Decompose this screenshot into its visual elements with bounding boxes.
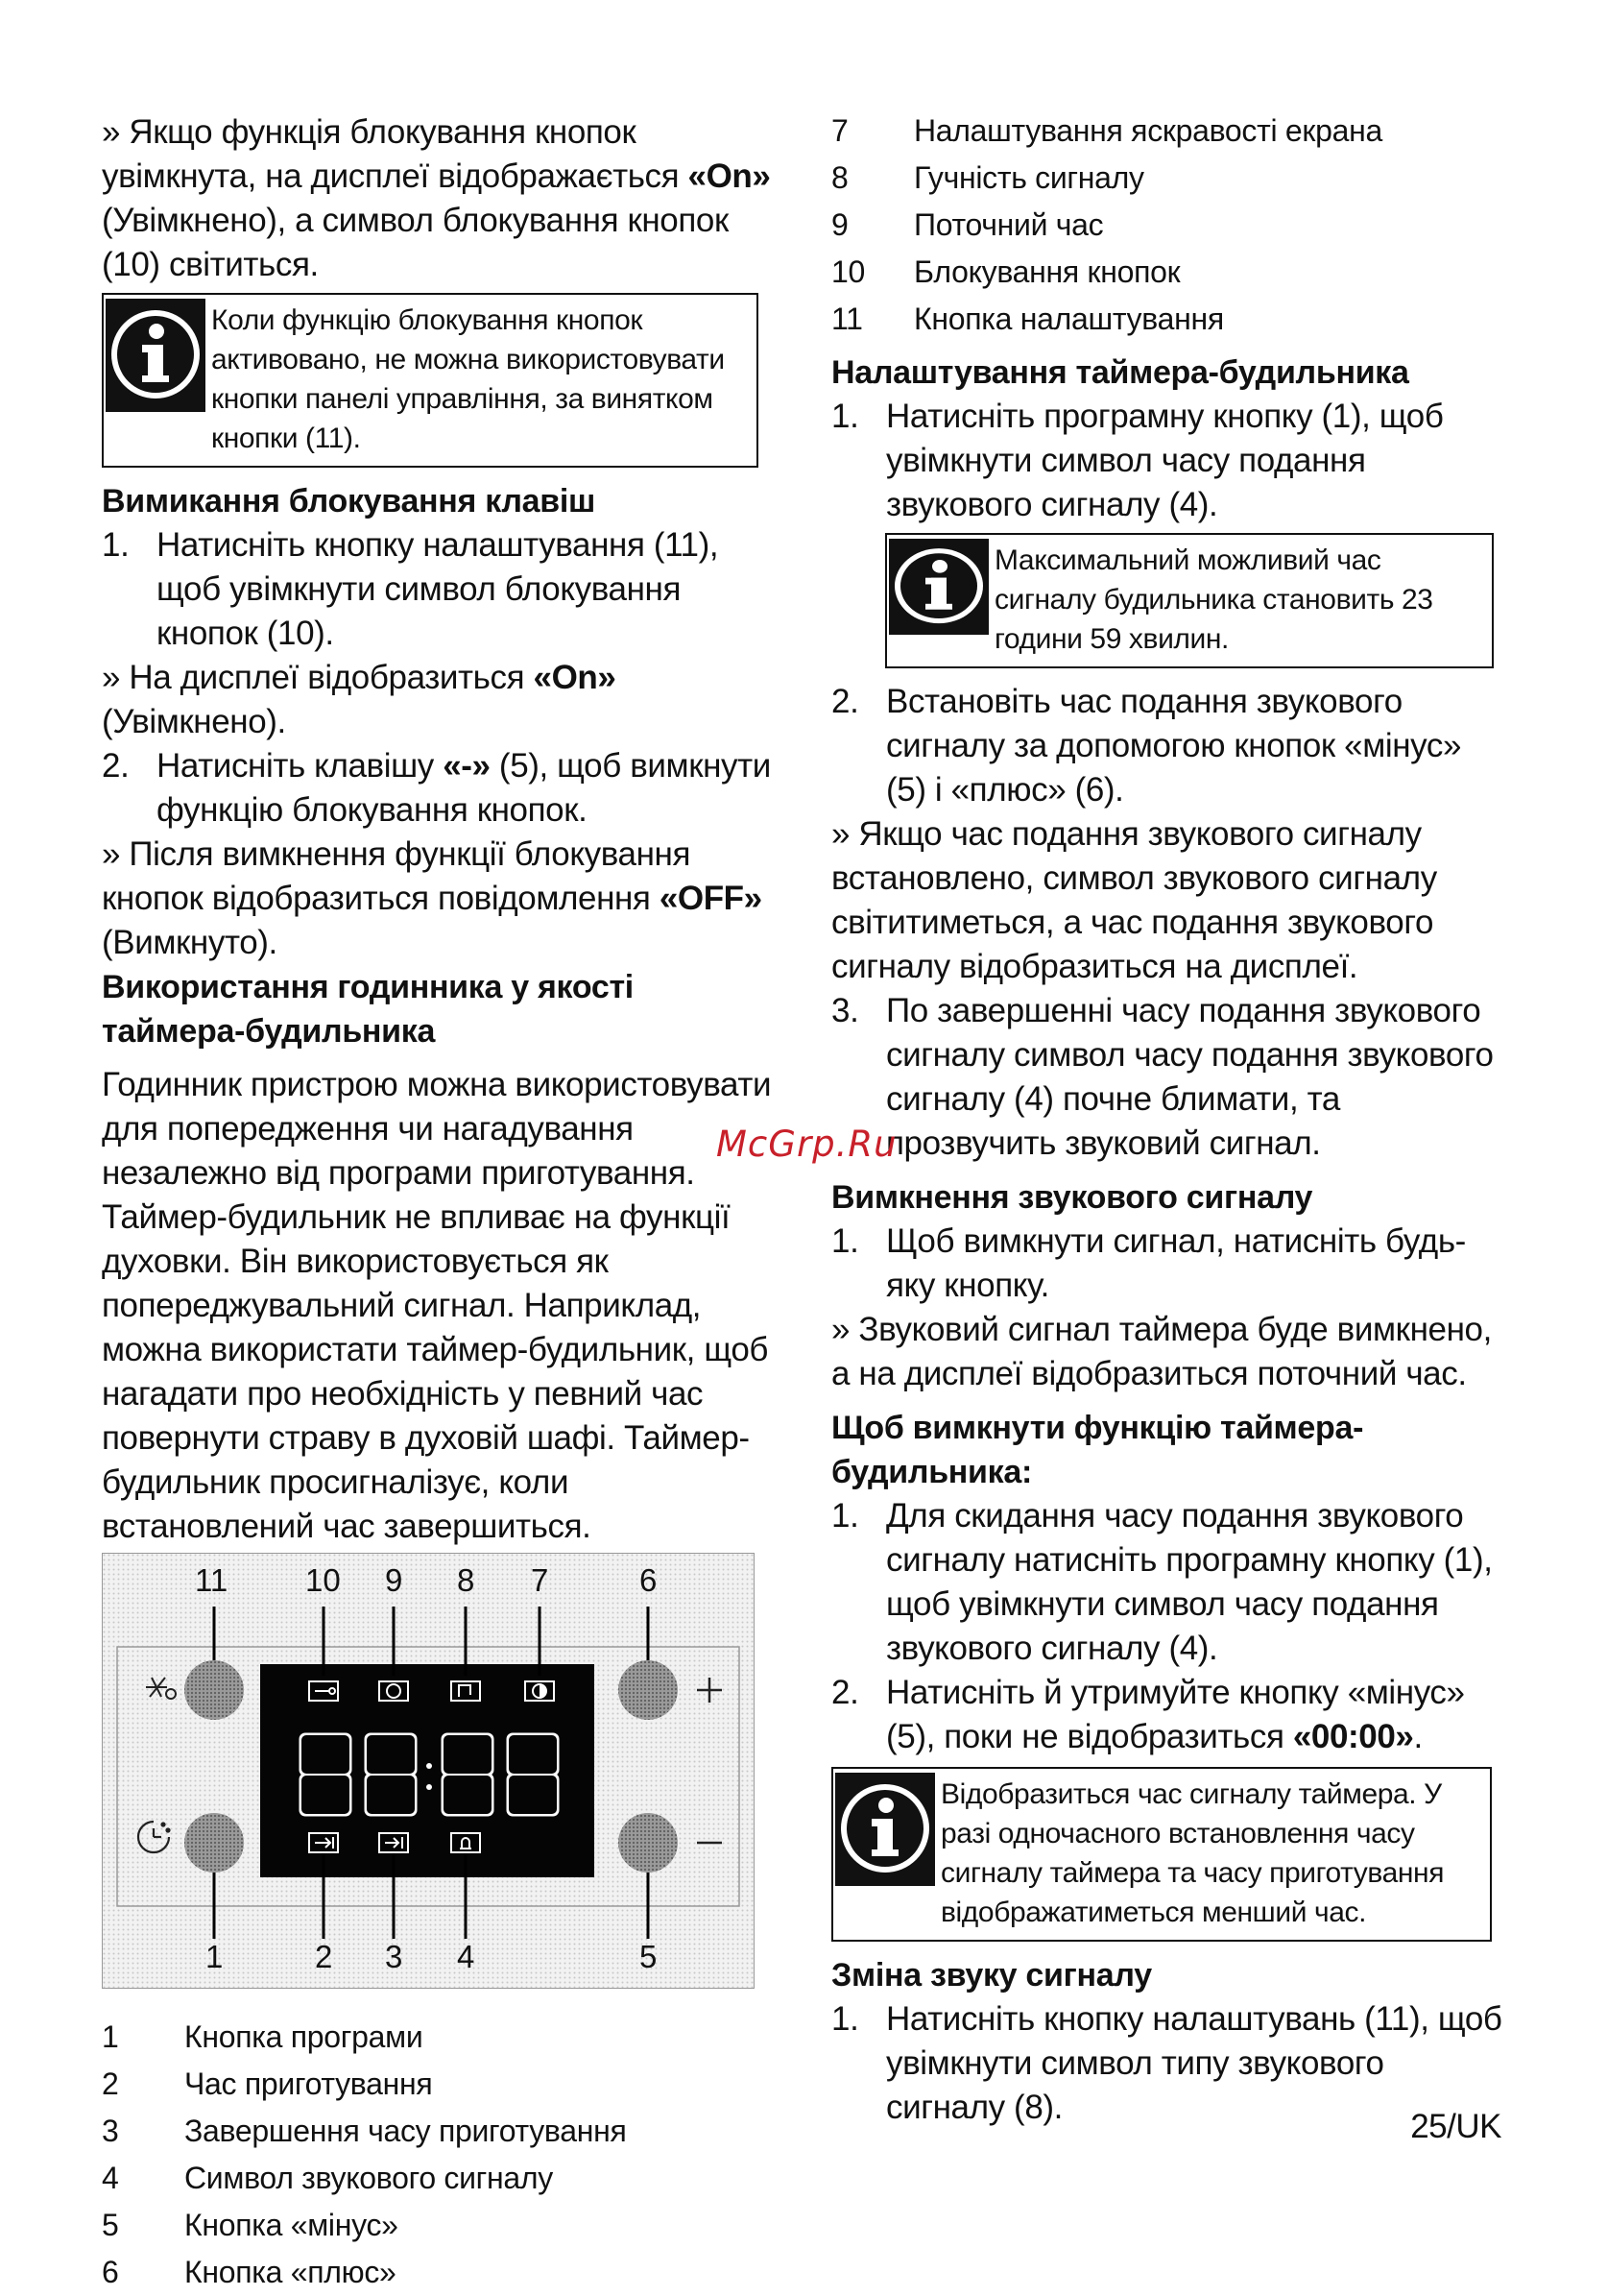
legend-right <box>831 108 1503 343</box>
list-item: 2. Натисніть клавішу «-» (5), щоб вимкнути функцію блокування кнопок. <box>102 747 771 829</box>
heading-unlock-keys: Вимикання блокування клавіш <box>102 483 596 520</box>
heading-turn-off-alarm: Вимкнення звукового сигналу <box>831 1179 1313 1216</box>
page-number: 25/UK <box>1410 2108 1501 2145</box>
plus-knob <box>618 1660 678 1720</box>
program-knob <box>184 1813 244 1873</box>
watermark: McGrp.Ru <box>716 1124 898 1165</box>
alarm-description: Годинник пристрою можна використовувати для попередження чи нагадування незалежно від програми приготування. Таймер-будильник не впливає на функції духовки. Він використовується як попереджувальний сигнал. Наприклад, можна використати таймер-будильник, щоб нагадати про необхідність у певний час повернути страву в духовій шафі. Таймер-будильник просигналізує, коли встановлений час завершиться. <box>102 1066 772 1545</box>
legend-item: 3 Завершення часу приготування <box>102 2114 627 2148</box>
legend-item: 2 Час приготування <box>102 2066 433 2101</box>
label-4: 4 <box>457 1939 475 1974</box>
minus-sign <box>102 1553 103 1554</box>
legend-left <box>102 2014 780 2296</box>
legend-item: 11 Кнопка налаштування <box>831 302 1224 336</box>
label-1: 1 <box>205 1939 224 1974</box>
legend-item: 9 Поточний час <box>831 207 1104 242</box>
settings-knob <box>184 1660 244 1720</box>
info-note-shorter-time <box>831 1767 1492 1942</box>
minus-knob <box>618 1813 678 1873</box>
legend-item: 7 Налаштування яскравості екрана <box>831 113 1382 148</box>
list-item: 2. Натисніть й утримуйте кнопку «мінус» (5), поки не відобразиться «00:00». <box>831 1674 1465 1755</box>
label-2: 2 <box>315 1939 333 1974</box>
heading-change-sound: Зміна звуку сигналу <box>831 1957 1152 1994</box>
legend-item: 8 Гучність сигналу <box>831 160 1144 195</box>
info-icon <box>833 1769 937 1893</box>
legend-item: 6 Кнопка «плюс» <box>102 2255 396 2289</box>
heading-set-alarm: Налаштування таймера-будильника <box>831 354 1409 391</box>
left-column <box>102 110 780 2296</box>
legend-item: 4 Символ звукового сигналу <box>102 2161 553 2195</box>
heading-alarm-timer: Використання годинника у якості таймера-будильника <box>102 969 634 1050</box>
list-item: 1. Щоб вимкнути сигнал, натисніть будь-яку кнопку. <box>831 1222 1466 1304</box>
info-icon <box>887 535 991 635</box>
unlock-result: » На дисплеї відобразиться «On» (Увімкнено). <box>102 659 616 740</box>
list-item: 1. Для скидання часу подання звукового сигналу натисніть програмну кнопку (1), щоб увімкнути символ часу подання звукового сигналу (4). <box>831 1497 1493 1667</box>
label-10: 10 <box>305 1562 341 1598</box>
legend-item: 5 Кнопка «мінус» <box>102 2208 398 2242</box>
list-item: 1. Натисніть кнопку налаштування (11), щоб увімкнути символ блокування кнопок (10). <box>102 526 719 652</box>
label-7: 7 <box>531 1562 549 1598</box>
control-panel-diagram <box>102 1553 755 1989</box>
info-note-text: Коли функцію блокування кнопок активовано, не можна використовувати кнопки панелі управління, за винятком кнопки (11). <box>211 304 725 454</box>
info-note-max-time <box>885 533 1494 668</box>
list-item: 1. Натисніть кнопку налаштувань (11), щоб увімкнути символ типу звукового сигналу (8). <box>831 2000 1502 2126</box>
lock-on-result: » Якщо функція блокування кнопок увімкнута, на дисплеї відображається «On» (Увімкнено), а символ блокування кнопок (10) світиться. <box>102 113 771 283</box>
info-note-text: Максимальний можливий час сигналу будильника становить 23 години 59 хвилин. <box>995 544 1433 655</box>
legend-item: 1 Кнопка програми <box>102 2019 423 2054</box>
label-6: 6 <box>639 1562 658 1598</box>
list-item: 1. Натисніть програмну кнопку (1), щоб увімкнути символ часу подання звукового сигналу (4). <box>831 398 1444 523</box>
label-3: 3 <box>385 1939 403 1974</box>
label-11: 11 <box>195 1562 228 1598</box>
alarm-set-result: » Якщо час подання звукового сигналу встановлено, символ звукового сигналу світитиметься, а час подання звукового сигналу відобразиться на дисплеї. <box>831 815 1437 985</box>
label-9: 9 <box>385 1562 403 1598</box>
alarm-off-result: » Звуковий сигнал таймера буде вимкнено, а на дисплеї відобразиться поточний час. <box>831 1311 1492 1392</box>
label-5: 5 <box>639 1939 658 1974</box>
right-column <box>831 108 1503 2130</box>
list-item: 2. Встановіть час подання звукового сигналу за допомогою кнопок «мінус» (5) і «плюс» (6). <box>831 683 1462 809</box>
heading-disable-alarm: Щоб вимкнути функцію таймера-будильника: <box>831 1410 1364 1490</box>
label-8: 8 <box>457 1562 475 1598</box>
off-result: » Після вимкнення функції блокування кнопок відобразиться повідомлення «OFF» (Вимкнуто). <box>102 835 762 961</box>
info-note-text: Відобразиться час сигналу таймера. У разі одночасного встановлення часу сигналу таймера та часу приготування відображатиметься менший час. <box>941 1778 1445 1928</box>
list-item: 3. По завершенні часу подання звукового сигналу символ часу подання звукового сигналу (4) почне блимати, та прозвучить звуковий сигнал. <box>831 992 1494 1162</box>
legend-item: 10 Блокування кнопок <box>831 254 1181 289</box>
info-note-lock <box>102 293 758 468</box>
info-icon <box>104 295 207 419</box>
